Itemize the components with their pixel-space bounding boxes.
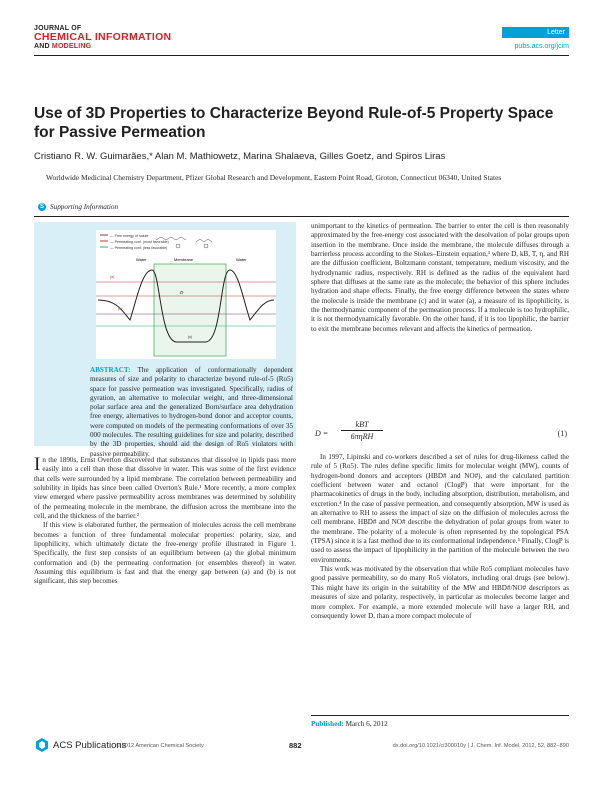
abstract-text <box>90 366 293 459</box>
abstract-label: ABSTRACT: <box>90 366 131 374</box>
paragraph-4: In 1997, Lipinski and co-workers described a set of rules for drug-likeness called the rule of 5 (Ro5). The rules define specific limits for molecular weight (MW), counts of hydrogen-bond donors and acceptors (HBD# and NO#), and the calculated partition coefficient between water and octanol (ClogP) that were important for the pharmacokinetics of drugs in the body, including absorption, distribution, metabolism, and excretion.⁴ In the case of passive permeation, and consequently absorption, MW is used as an alternative to RH to assess the impact of size on the diffusion of molecules across the cell membrane. HBD# and NO# describe the dehydration of polar groups from water to the membrane. The polarity of a molecule is often represented by the topological PSA (TPSA) since it is a fast method due to its conformational independence.⁵ Finally, ClogP is used to assess the impact of lipophilicity in the partition of the molecule between the two environments. <box>311 453 569 564</box>
profile-label-d: D <box>180 290 184 295</box>
acs-publications-label: ACS Publications <box>53 739 127 751</box>
supporting-information-link[interactable] <box>38 203 118 211</box>
paragraph-1: In the 1890s, Ernst Overton discovered that substances that dissolve in lipids pass more easily into a cell than those that dissolve in water. This was some of the first evidence that cells were surrounded by a lipid membrane. The correlation between permeability and solubility in lipids has since been called Overton's Rule.¹ More recently, a more complex view emerged where passive permeability across membranes was determined by solubility of the permeating molecule in the membrane, the diffusion across the membrane into the cell, and the thickness of the barrier.² <box>34 454 296 521</box>
profile-marker-b: (b) <box>118 307 123 311</box>
dropcap: I <box>34 454 41 475</box>
right-column-top <box>311 222 569 334</box>
paragraph-5: This work was motivated by the observation that while Ro5 compliant molecules have good passive permeability, so do many Ro5 violators, including oral drugs (see below). This might have its origin in the suitability of the MW and HBD#/NO# descriptors as measures of size and polarity, respectively, in particular as molecules become larger and more complex. For example, a more extended molecule will have a larger RH, and consequently lower D, than a more compact molecule of <box>311 565 569 620</box>
equation-lhs: D = <box>315 429 329 438</box>
journal-url-link[interactable]: pubs.acs.org/jcim <box>514 43 569 50</box>
published-label: Published: <box>311 720 344 728</box>
stokes-einstein-equation <box>311 420 569 448</box>
journal-logo-line3: AND MODELING <box>34 43 92 50</box>
title-divider <box>34 216 569 217</box>
equation-number: (1) <box>557 429 567 438</box>
article-title: Use of 3D Properties to Characterize Beyond Rule-of-5 Property Space for Passive Permeation <box>34 105 554 141</box>
published-date <box>311 715 569 728</box>
region-water-right: Water <box>236 257 247 262</box>
header-divider <box>34 55 569 56</box>
author-list: Cristiano R. W. Guimarães,* Alan M. Mathiowetz, Marina Shalaeva, Gilles Goetz, and Spiros Liras <box>34 151 446 162</box>
acs-publications-logo[interactable] <box>34 737 126 753</box>
journal-logo-line2: CHEMICAL INFORMATION <box>34 31 172 43</box>
journal-logo <box>34 24 171 51</box>
region-membrane: Membrane <box>174 257 194 262</box>
right-column-bottom <box>311 453 569 621</box>
copyright: © 2012 American Chemical Society <box>116 743 204 749</box>
legend-entry-3: — Permeating conf. (less favorable) <box>110 246 168 250</box>
profile-marker-c: (c) <box>188 335 193 339</box>
page-footer <box>34 737 569 755</box>
article-type-badge: Letter <box>502 27 569 38</box>
equation-denominator: 6πηRH <box>350 432 374 441</box>
acs-hexagon-icon <box>34 737 50 753</box>
toc-graphic <box>96 230 276 359</box>
page-number: 882 <box>289 741 302 750</box>
supporting-info-icon: S <box>39 204 44 210</box>
abstract-body: The application of conformationally dependent measures of size and polarity to characterize beyond rule-of-5 (Ro5) space for passive permeation was investigated. Specifically, radius of gyration, an alternative to molecular weight, and three-dimensional polar surface area and the generalized Born/surface area dehydration free energy, alternatives to hydrogen-bond donor and acceptor counts, were computed on models of the permeating conformations of over 35 000 molecules. The resulting guidelines for size and polarity, described by the 3D properties, should aid the design of Ro5 violators with passive permeability. <box>90 366 293 458</box>
supporting-info-label: Supporting Information <box>50 203 119 211</box>
affiliation: Worldwide Medicinal Chemistry Department, Pfizer Global Research and Development, Eastern Point Road, Groton, Connecticut 06340, United States <box>46 173 502 182</box>
left-column <box>34 456 296 587</box>
legend-entry-2: — Permeating conf. (most favorable) <box>110 240 169 244</box>
equation-numerator: kBT <box>341 420 383 431</box>
profile-marker-a: (a) <box>110 275 115 279</box>
equation-fraction <box>341 420 383 441</box>
published-value: March 6, 2012 <box>345 720 388 728</box>
journal-logo-line1: JOURNAL OF <box>34 25 82 32</box>
doi-link[interactable]: dx.doi.org/10.1021/ci300010y | J. Chem. Inf. Model. 2012, 52, 882−890 <box>392 743 569 749</box>
paragraph-2: If this view is elaborated further, the permeation of molecules across the cell membrane becomes a function of three fundamental molecular properties: polarity, size, and lipophilicity, which ultimately dictate the free-energy profile illustrated in Figure 1. Specifically, the first step consists of an equilibrium between (a) the global minimum conformation and (b) the permeating conformation (or ensembles thereof) in water. Assuming this equilibrium is fast and that the energy gap between (a) and (b) is not significant, this step becomes <box>34 521 296 586</box>
region-water-left: Water <box>136 257 147 262</box>
paragraph-3: unimportant to the kinetics of permeation. The barrier to enter the cell is then reasonably approximated by the free-energy cost associated with the desolvation of polar groups upon insertion in the membrane. Once inside the membrane, the molecule diffuses through a barrierless process according to the Stokes–Einstein equation,³ where D, kB, T, η, and RH are the diffusion coefficient, Boltzmann constant, temperature, medium viscosity, and the hydrodynamic radius, respectively. RH is defined as the radius of the equivalent hard sphere that diffuses at the same rate as the molecule; the behavior of this sphere includes hydration and shape effects. Finally, the free energy difference between the states where the molecule is inside the membrane (c) and in water (a), a measure of its lipophilicity, is the thermodynamic component of the permeation process. If a molecule is too hydrophilic, it is not thermodynamically favorable. On the other hand, if it is too lipophilic, the barrier to exit the membrane becomes relevant and affects the kinetics of permeation. <box>311 222 569 333</box>
legend-entry-1: — Free energy of solute <box>110 234 149 238</box>
free-energy-profile-figure <box>96 230 276 359</box>
